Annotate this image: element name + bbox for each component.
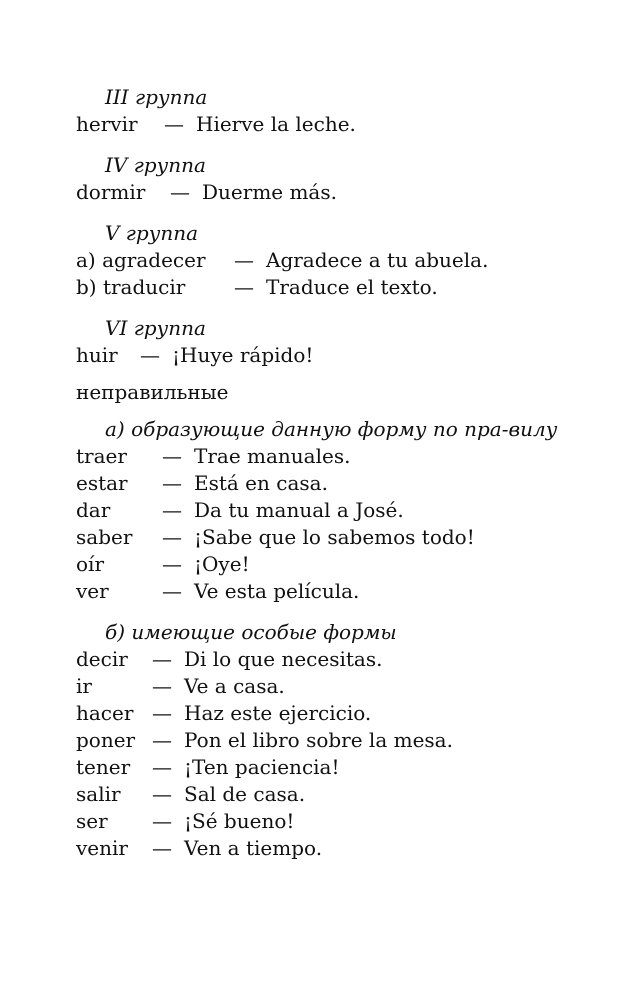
- section-group-4: [76, 152, 585, 206]
- irregular-block: [76, 379, 585, 406]
- example-row: [76, 342, 585, 369]
- example-sentence: Sal de casa.: [184, 782, 306, 806]
- dash-separator: —: [152, 674, 172, 698]
- example-row: [76, 274, 585, 301]
- example-row: [76, 443, 585, 470]
- example-row: [76, 578, 585, 605]
- section-heading: V группа: [105, 221, 198, 245]
- irregular-label: неправильные: [76, 380, 229, 404]
- example-sentence: ¡Sabe que lo sabemos todo!: [194, 525, 475, 549]
- example-sentence: Está en casa.: [194, 471, 328, 495]
- dash-separator: —: [140, 343, 160, 367]
- dash-separator: —: [152, 701, 172, 725]
- example-row: [76, 524, 585, 551]
- verb-infinitive: a) agradecer: [76, 248, 206, 272]
- section-group-6: [76, 315, 585, 369]
- verb-infinitive: hervir: [76, 112, 138, 136]
- example-row: [76, 673, 585, 700]
- verb-infinitive: saber: [76, 525, 133, 549]
- example-row: [76, 835, 585, 862]
- verb-infinitive: dar: [76, 498, 111, 522]
- verb-infinitive: b) traducir: [76, 275, 186, 299]
- dash-separator: —: [234, 248, 254, 272]
- example-sentence: Haz este ejercicio.: [184, 701, 372, 725]
- example-sentence: Di lo que necesitas.: [184, 647, 383, 671]
- verb-infinitive: hacer: [76, 701, 134, 725]
- example-sentence: Ve esta película.: [194, 579, 360, 603]
- example-row: [76, 700, 585, 727]
- example-list: [76, 646, 585, 862]
- example-sentence: Traduce el texto.: [266, 275, 438, 299]
- dash-separator: —: [162, 579, 182, 603]
- verb-infinitive: poner: [76, 728, 136, 752]
- example-row: [76, 646, 585, 673]
- example-sentence: ¡Ten paciencia!: [184, 755, 340, 779]
- example-row: [76, 247, 585, 274]
- dash-separator: —: [162, 471, 182, 495]
- verb-infinitive: ser: [76, 809, 108, 833]
- dash-separator: —: [152, 782, 172, 806]
- example-sentence: Hierve la leche.: [196, 112, 356, 136]
- verb-infinitive: dormir: [76, 180, 146, 204]
- example-sentence: ¡Huye rápido!: [172, 343, 314, 367]
- verb-infinitive: oír: [76, 552, 104, 576]
- example-row: [76, 754, 585, 781]
- dash-separator: —: [164, 112, 184, 136]
- example-sentence: Ve a casa.: [184, 674, 285, 698]
- verb-infinitive: ver: [76, 579, 109, 603]
- dash-separator: —: [152, 836, 172, 860]
- verb-infinitive: ir: [76, 674, 92, 698]
- example-sentence: Trae manuales.: [194, 444, 351, 468]
- example-row: [76, 179, 585, 206]
- section-group-5: [76, 220, 585, 301]
- dash-separator: —: [152, 647, 172, 671]
- dash-separator: —: [170, 180, 190, 204]
- example-row: [76, 808, 585, 835]
- example-row: [76, 497, 585, 524]
- section-heading: IV группа: [105, 153, 206, 177]
- example-sentence: Pon el libro sobre la mesa.: [184, 728, 453, 752]
- example-row: [76, 551, 585, 578]
- example-sentence: ¡Sé bueno!: [184, 809, 295, 833]
- dash-separator: —: [162, 498, 182, 522]
- example-row: [76, 781, 585, 808]
- section-heading: III группа: [105, 85, 208, 109]
- example-sentence: Ven a tiempo.: [184, 836, 323, 860]
- verb-infinitive: venir: [76, 836, 128, 860]
- example-sentence: Agradece a tu abuela.: [266, 248, 489, 272]
- example-sentence: Duerme más.: [202, 180, 337, 204]
- dash-separator: —: [162, 552, 182, 576]
- dash-separator: —: [152, 755, 172, 779]
- subsection-heading: а) образующие данную форму по пра-вилу: [105, 417, 558, 441]
- example-row: [76, 727, 585, 754]
- dash-separator: —: [152, 728, 172, 752]
- dash-separator: —: [234, 275, 254, 299]
- section-group-3: [76, 84, 585, 138]
- example-sentence: Da tu manual a José.: [194, 498, 404, 522]
- section-heading: VI группа: [105, 316, 206, 340]
- dash-separator: —: [152, 809, 172, 833]
- example-row: [76, 111, 585, 138]
- subsection-b: [76, 619, 585, 862]
- verb-infinitive: huir: [76, 343, 118, 367]
- verb-infinitive: salir: [76, 782, 121, 806]
- dash-separator: —: [162, 525, 182, 549]
- verb-infinitive: tener: [76, 755, 131, 779]
- dash-separator: —: [162, 444, 182, 468]
- verb-infinitive: decir: [76, 647, 128, 671]
- verb-infinitive: traer: [76, 444, 127, 468]
- example-list: [76, 443, 585, 605]
- subsection-a: [76, 416, 585, 605]
- example-row: [76, 470, 585, 497]
- example-sentence: ¡Oye!: [194, 552, 250, 576]
- subsection-heading: б) имеющие особые формы: [105, 620, 397, 644]
- verb-infinitive: estar: [76, 471, 128, 495]
